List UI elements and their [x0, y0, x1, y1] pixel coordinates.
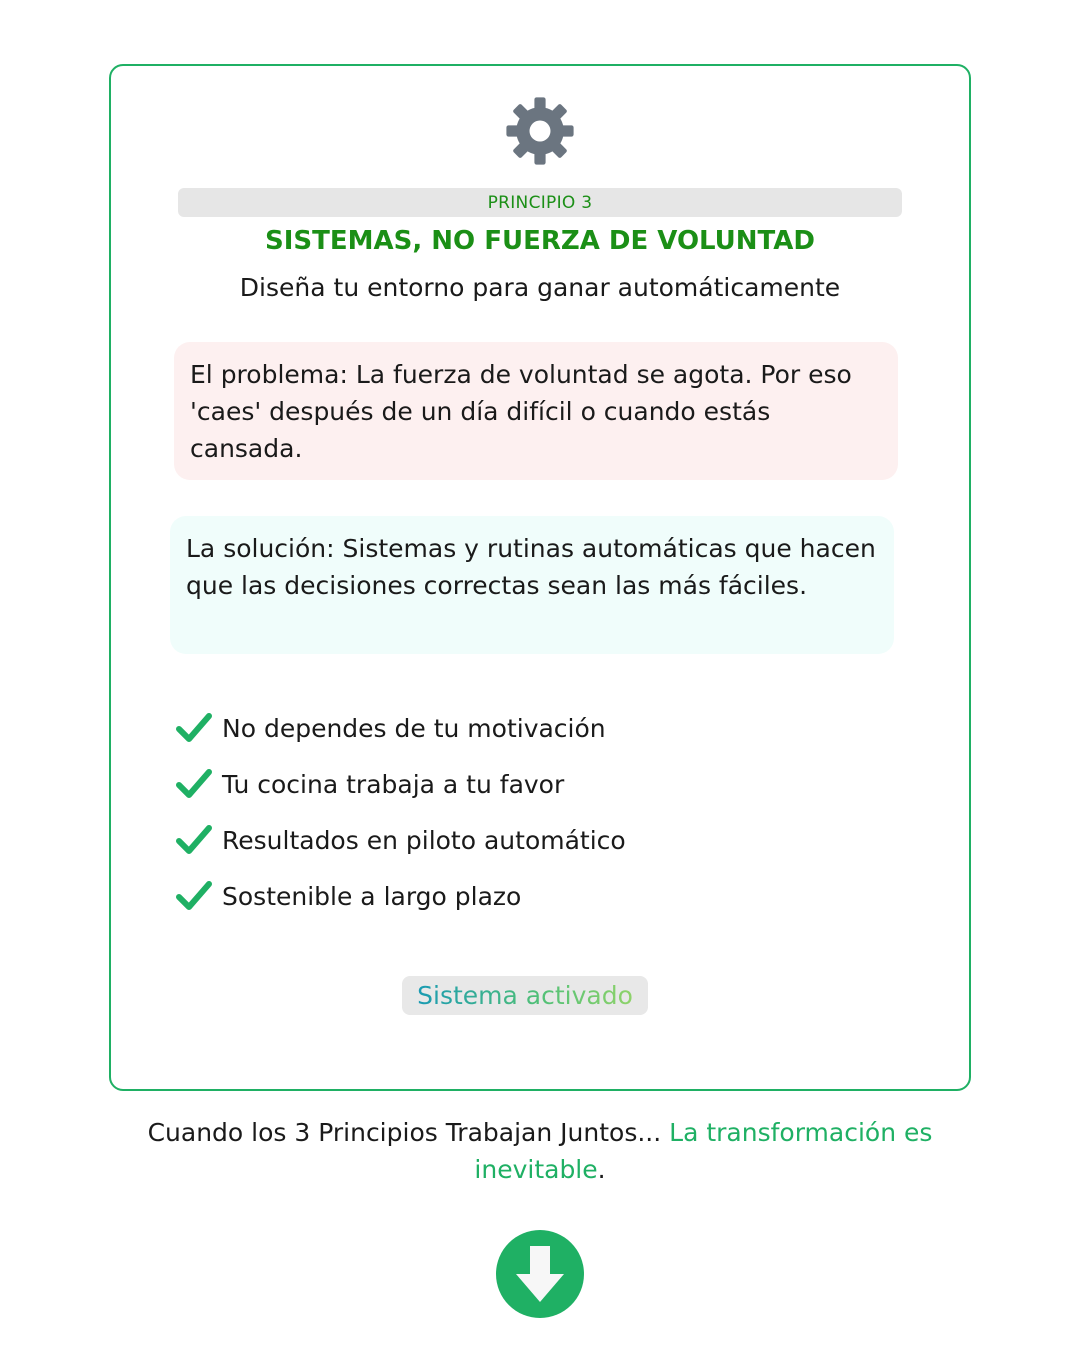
list-item-label: Sostenible a largo plazo	[222, 881, 522, 911]
page-subtitle: Diseña tu entorno para ganar automáticamente	[239, 273, 841, 302]
status-badge	[402, 976, 648, 1015]
check-icon	[174, 876, 214, 916]
down-arrow-icon[interactable]	[496, 1230, 584, 1318]
footer-lead: Cuando los 3 Principios Trabajan Juntos...	[147, 1118, 670, 1147]
list-item-label: Tu cocina trabaja a tu favor	[222, 769, 565, 799]
problem-text: El problema: La fuerza de voluntad se agota. Por eso 'caes' después de un día difícil o cuando estás cansada.	[190, 360, 852, 463]
list-item	[174, 868, 626, 924]
list-item	[174, 756, 626, 812]
gear-icon	[505, 96, 575, 166]
solution-box	[170, 516, 894, 654]
problem-box	[174, 342, 898, 480]
list-item	[174, 812, 626, 868]
solution-text: La solución: Sistemas y rutinas automáticas que hacen que las decisiones correctas sean las más fáciles.	[186, 534, 876, 600]
list-item	[174, 700, 626, 756]
benefits-list	[174, 700, 626, 924]
footer-highlight: La transformación es inevitable	[474, 1118, 933, 1184]
check-icon	[174, 820, 214, 860]
list-item-label: No dependes de tu motivación	[222, 713, 606, 743]
check-icon	[174, 708, 214, 748]
check-icon	[174, 764, 214, 804]
footer-text	[100, 1114, 980, 1188]
page-title: SISTEMAS, NO FUERZA DE VOLUNTAD	[265, 226, 815, 256]
status-label: Sistema activado	[417, 981, 633, 1010]
list-item-label: Resultados en piloto automático	[222, 825, 626, 855]
footer-end: .	[597, 1155, 606, 1184]
principle-label: PRINCIPIO 3	[178, 188, 902, 217]
